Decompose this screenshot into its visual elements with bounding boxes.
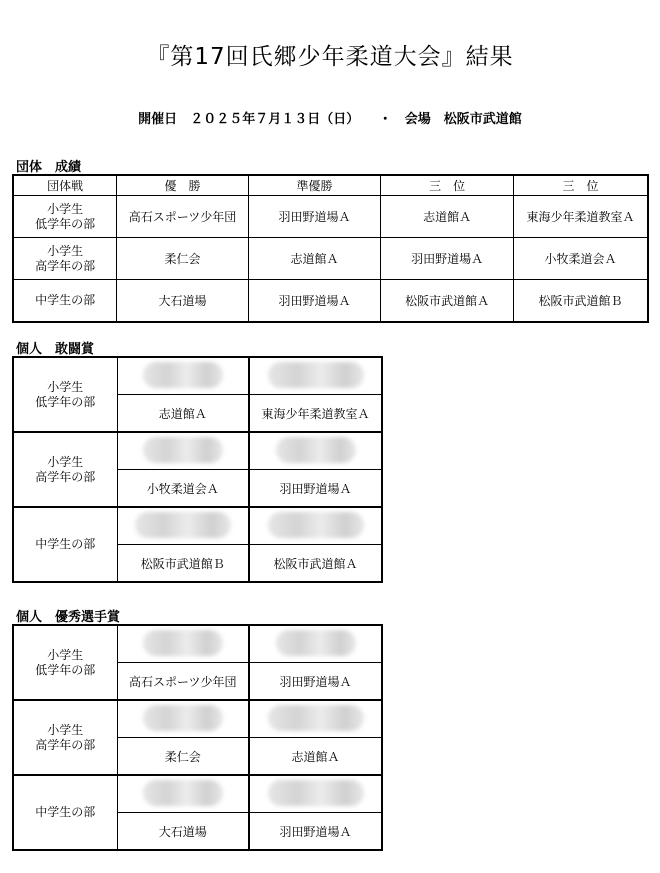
table-cell: 柔仁会 [117, 238, 249, 280]
row-category: 小学生 低学年の部 [13, 357, 117, 432]
team-results-table [12, 174, 649, 323]
row-category: 中学生の部 [13, 280, 117, 323]
team-header-row [13, 175, 648, 196]
venue-label: 会場 [404, 112, 431, 127]
redacted-name [249, 507, 382, 545]
table-row [13, 357, 382, 395]
blurred-name-image [143, 705, 223, 731]
blurred-name-image [143, 362, 223, 388]
blurred-name-image [268, 705, 364, 731]
blurred-name-image [276, 630, 356, 656]
excellent-award-table [12, 624, 383, 851]
excellent-section-heading: 個人 優秀選手賞 [16, 610, 121, 625]
blurred-name-image [143, 780, 223, 806]
team-cell: 志道館Ａ [117, 395, 249, 433]
col-header-third-1: 三 位 [381, 175, 514, 196]
blurred-name-image [268, 362, 364, 388]
separator: ・ [378, 112, 392, 127]
blurred-name-image [276, 437, 356, 463]
blurred-name-image [143, 630, 223, 656]
col-header-category: 団体戦 [13, 175, 117, 196]
team-cell: 松阪市武道館Ｂ [117, 545, 249, 583]
table-row [13, 625, 382, 663]
team-cell: 羽田野道場Ａ [249, 663, 382, 701]
redacted-name [117, 625, 249, 663]
table-cell: 羽田野道場Ａ [248, 280, 381, 323]
row-category: 小学生 高学年の部 [13, 700, 117, 775]
team-cell: 志道館Ａ [249, 738, 382, 776]
blurred-name-image [268, 780, 364, 806]
redacted-name [117, 357, 249, 395]
team-cell: 東海少年柔道教室Ａ [249, 395, 382, 433]
table-cell: 高石スポーツ少年団 [117, 196, 249, 238]
page-title: 『第17回氏郷少年柔道大会』結果 [146, 44, 514, 70]
team-cell: 高石スポーツ少年団 [117, 663, 249, 701]
event-date: ２０２５年７月１３日（日） [190, 112, 353, 127]
team-cell: 松阪市武道館Ａ [249, 545, 382, 583]
table-row [13, 507, 382, 545]
table-row [13, 238, 648, 280]
table-cell: 志道館Ａ [248, 238, 381, 280]
table-cell: 東海少年柔道教室Ａ [513, 196, 648, 238]
table-cell: 松阪市武道館Ａ [381, 280, 514, 323]
table-cell: 志道館Ａ [381, 196, 514, 238]
redacted-name [117, 507, 249, 545]
table-row [13, 432, 382, 470]
event-info [0, 108, 660, 127]
row-category: 中学生の部 [13, 507, 117, 582]
team-cell: 羽田野道場Ａ [249, 470, 382, 508]
col-header-third-2: 三 位 [513, 175, 648, 196]
table-row [13, 280, 648, 323]
fighting-award-table [12, 356, 383, 583]
team-cell: 羽田野道場Ａ [249, 813, 382, 851]
table-cell: 大石道場 [117, 280, 249, 323]
team-cell: 大石道場 [117, 813, 249, 851]
row-category: 小学生 低学年の部 [13, 625, 117, 700]
redacted-name [117, 700, 249, 738]
date-label: 開催日 [138, 112, 178, 127]
blurred-name-image [268, 512, 364, 538]
row-category: 中学生の部 [13, 775, 117, 850]
team-cell: 小牧柔道会Ａ [117, 470, 249, 508]
table-cell: 小牧柔道会Ａ [513, 238, 648, 280]
redacted-name [117, 432, 249, 470]
team-section-heading: 団体 成績 [16, 160, 82, 175]
redacted-name [249, 357, 382, 395]
blurred-name-image [143, 437, 223, 463]
venue-name: 松阪市武道館 [443, 112, 522, 127]
col-header-winner: 優 勝 [117, 175, 249, 196]
redacted-name [249, 700, 382, 738]
redacted-name [249, 625, 382, 663]
redacted-name [249, 432, 382, 470]
row-category: 小学生 低学年の部 [13, 196, 117, 238]
table-cell: 羽田野道場Ａ [248, 196, 381, 238]
table-row [13, 196, 648, 238]
table-cell: 松阪市武道館Ｂ [513, 280, 648, 323]
redacted-name [249, 775, 382, 813]
row-category: 小学生 高学年の部 [13, 238, 117, 280]
redacted-name [117, 775, 249, 813]
table-cell: 羽田野道場Ａ [381, 238, 514, 280]
table-row [13, 700, 382, 738]
table-row [13, 775, 382, 813]
team-cell: 柔仁会 [117, 738, 249, 776]
blurred-name-image [135, 512, 231, 538]
col-header-runner-up: 準優勝 [248, 175, 381, 196]
fighting-section-heading: 個人 敢闘賞 [16, 342, 95, 357]
row-category: 小学生 高学年の部 [13, 432, 117, 507]
